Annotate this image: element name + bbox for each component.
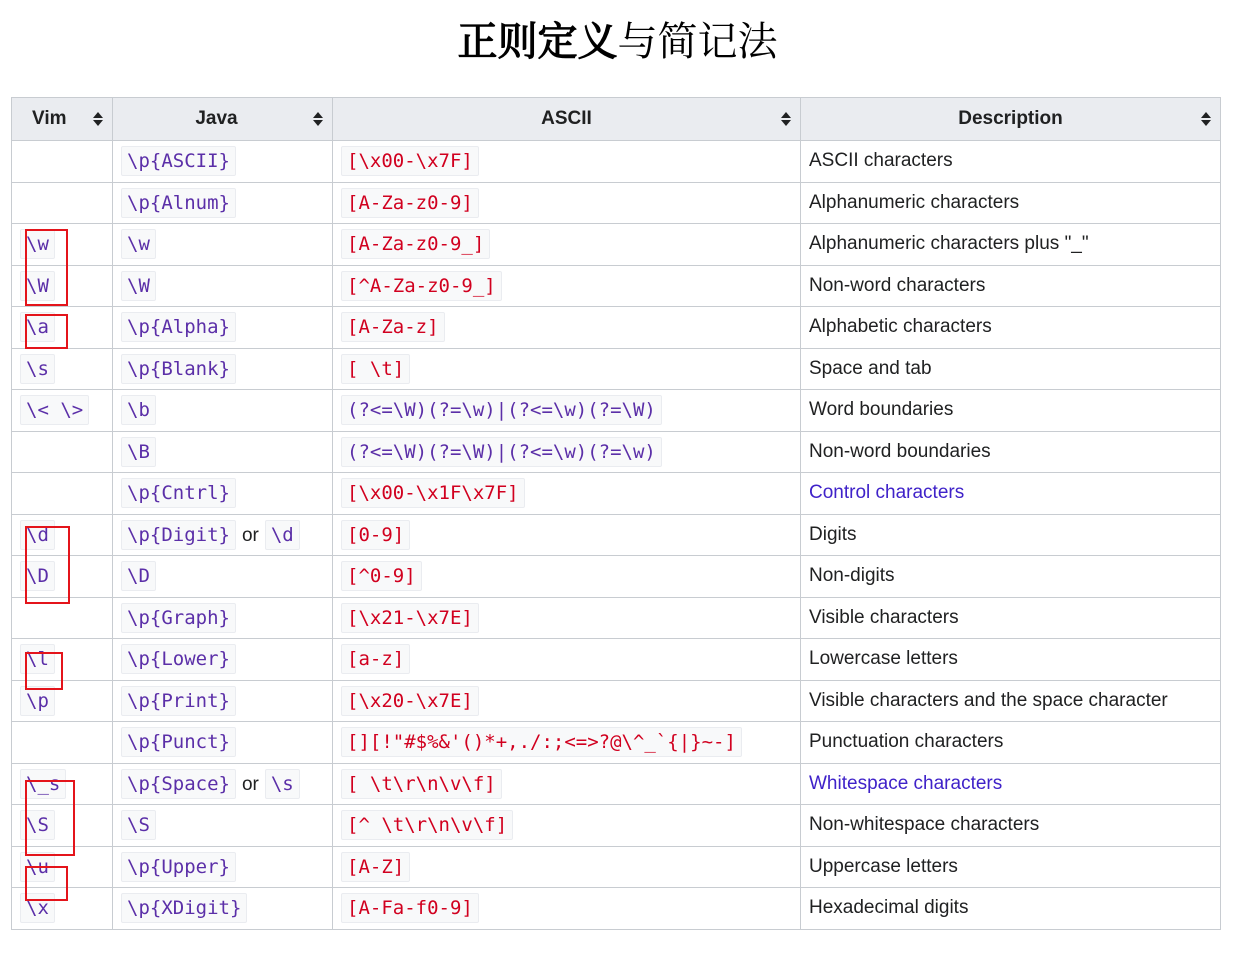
java-code: \p{Alnum}	[121, 188, 236, 218]
cell-vim	[12, 888, 113, 930]
cell-description	[801, 514, 1221, 556]
ascii-code: [A-Fa-f0-9]	[341, 893, 479, 923]
vim-code: \_s	[20, 769, 66, 799]
table-body	[12, 141, 1221, 930]
table-row	[12, 265, 1221, 307]
table-row	[12, 763, 1221, 805]
java-code: \S	[121, 810, 156, 840]
java-code: \p{Digit}	[121, 520, 236, 550]
vim-code: \< \>	[20, 395, 89, 425]
cell-vim	[12, 348, 113, 390]
ascii-code: [A-Za-z0-9]	[341, 188, 479, 218]
cell-ascii	[333, 431, 801, 473]
vim-code: \d	[20, 520, 55, 550]
cell-description	[801, 722, 1221, 764]
description-text: Non-whitespace characters	[809, 814, 1040, 836]
cell-java	[113, 224, 333, 266]
cell-description	[801, 597, 1221, 639]
regex-shorthand-table	[11, 97, 1221, 930]
cell-vim	[12, 265, 113, 307]
description-text: Punctuation characters	[809, 731, 1004, 753]
cell-ascii	[333, 514, 801, 556]
description-text: Non-word characters	[809, 274, 986, 296]
ascii-code: [\x00-\x1F\x7F]	[341, 478, 525, 508]
cell-description	[801, 224, 1221, 266]
table-row	[12, 680, 1221, 722]
sort-icon[interactable]	[781, 112, 791, 126]
table-row	[12, 888, 1221, 930]
cell-vim	[12, 514, 113, 556]
cell-java	[113, 514, 333, 556]
ascii-code: [0-9]	[341, 520, 410, 550]
cell-vim	[12, 431, 113, 473]
ascii-code: (?<=\W)(?=\w)|(?<=\w)(?=\W)	[341, 395, 662, 425]
table-row	[12, 307, 1221, 349]
vim-code: \W	[20, 271, 55, 301]
description-text: Space and tab	[809, 357, 932, 379]
cell-vim	[12, 846, 113, 888]
description-text: Hexadecimal digits	[809, 897, 969, 919]
vim-code: \u	[20, 852, 55, 882]
java-code: \p{Alpha}	[121, 312, 236, 342]
table-row	[12, 846, 1221, 888]
java-code: \p{Punct}	[121, 727, 236, 757]
cell-description	[801, 182, 1221, 224]
cell-ascii	[333, 265, 801, 307]
cell-description	[801, 390, 1221, 432]
cell-vim	[12, 473, 113, 515]
cell-java	[113, 141, 333, 183]
header-description-label: Description	[958, 108, 1063, 129]
java-code: \p{Lower}	[121, 644, 236, 674]
cell-java	[113, 473, 333, 515]
ascii-code: [^ \t\r\n\v\f]	[341, 810, 513, 840]
description-text: Digits	[809, 523, 857, 545]
java-code: \p{ASCII}	[121, 146, 236, 176]
description-text: Non-word boundaries	[809, 440, 991, 462]
sort-icon[interactable]	[1201, 112, 1211, 126]
cell-java	[113, 265, 333, 307]
java-code: \W	[121, 271, 156, 301]
table-row	[12, 805, 1221, 847]
cell-ascii	[333, 307, 801, 349]
ascii-code: [ \t\r\n\v\f]	[341, 769, 502, 799]
description-link[interactable]: Whitespace characters	[809, 772, 1003, 794]
table-row	[12, 514, 1221, 556]
cell-description	[801, 431, 1221, 473]
cell-ascii	[333, 888, 801, 930]
vim-code: \l	[20, 644, 55, 674]
cell-vim	[12, 639, 113, 681]
java-code: \p{Upper}	[121, 852, 236, 882]
table-row	[12, 639, 1221, 681]
cell-java	[113, 597, 333, 639]
java-code: \b	[121, 395, 156, 425]
cell-vim	[12, 763, 113, 805]
description-text: Non-digits	[809, 565, 895, 587]
ascii-code: [^A-Za-z0-9_]	[341, 271, 502, 301]
table-row	[12, 348, 1221, 390]
cell-java	[113, 680, 333, 722]
cell-ascii	[333, 846, 801, 888]
page-title	[0, 14, 1235, 70]
cell-description	[801, 141, 1221, 183]
table-row	[12, 224, 1221, 266]
ascii-code: (?<=\W)(?=\W)|(?<=\w)(?=\w)	[341, 437, 662, 467]
cell-description	[801, 639, 1221, 681]
cell-ascii	[333, 680, 801, 722]
cell-ascii	[333, 348, 801, 390]
cell-ascii	[333, 763, 801, 805]
cell-vim	[12, 680, 113, 722]
description-text: Visible characters	[809, 606, 959, 628]
header-vim[interactable]	[12, 98, 113, 141]
description-text: ASCII characters	[809, 150, 953, 172]
cell-vim	[12, 597, 113, 639]
cell-java	[113, 431, 333, 473]
java-code: \w	[121, 229, 156, 259]
java-code: \p{XDigit}	[121, 893, 247, 923]
cell-java	[113, 182, 333, 224]
vim-code: \D	[20, 561, 55, 591]
table-row	[12, 431, 1221, 473]
cell-java	[113, 556, 333, 598]
cell-java	[113, 348, 333, 390]
table-row	[12, 182, 1221, 224]
cell-description	[801, 556, 1221, 598]
cell-vim	[12, 224, 113, 266]
vim-code: \a	[20, 312, 55, 342]
description-text: Visible characters and the space character	[809, 689, 1168, 711]
cell-java	[113, 888, 333, 930]
header-java-label: Java	[195, 108, 238, 129]
ascii-code: [\x00-\x7F]	[341, 146, 479, 176]
cell-java	[113, 639, 333, 681]
vim-code: \w	[20, 229, 55, 259]
cell-description	[801, 473, 1221, 515]
cell-java	[113, 390, 333, 432]
cell-java	[113, 805, 333, 847]
table-row	[12, 556, 1221, 598]
cell-vim	[12, 805, 113, 847]
java-code: \p{Blank}	[121, 354, 236, 384]
cell-ascii	[333, 473, 801, 515]
description-text: Uppercase letters	[809, 855, 958, 877]
vim-code: \p	[20, 686, 55, 716]
cell-vim	[12, 141, 113, 183]
header-java[interactable]	[113, 98, 333, 141]
ascii-code: [^0-9]	[341, 561, 422, 591]
cell-ascii	[333, 390, 801, 432]
cell-ascii	[333, 805, 801, 847]
sort-icon[interactable]	[313, 112, 323, 126]
cell-ascii	[333, 597, 801, 639]
cell-ascii	[333, 722, 801, 764]
cell-java	[113, 763, 333, 805]
java-alt-code: \s	[265, 769, 300, 799]
ascii-code: [A-Za-z0-9_]	[341, 229, 490, 259]
table-row	[12, 722, 1221, 764]
ascii-code: [ \t]	[341, 354, 410, 384]
or-text: or	[241, 773, 259, 795]
header-ascii[interactable]	[333, 98, 801, 141]
cell-java	[113, 307, 333, 349]
ascii-code: [][!"#$%&'()*+,./:;<=>?@\^_`{|}~-]	[341, 727, 742, 757]
sort-icon[interactable]	[93, 112, 103, 126]
cell-description	[801, 888, 1221, 930]
cell-description	[801, 680, 1221, 722]
description-text: Alphanumeric characters	[809, 191, 1020, 213]
cell-vim	[12, 182, 113, 224]
java-code: \p{Graph}	[121, 603, 236, 633]
java-code: \p{Cntrl}	[121, 478, 236, 508]
or-text: or	[241, 524, 259, 546]
cell-java	[113, 846, 333, 888]
cell-description	[801, 348, 1221, 390]
cell-ascii	[333, 639, 801, 681]
java-code: \p{Space}	[121, 769, 236, 799]
cell-description	[801, 805, 1221, 847]
ascii-code: [A-Za-z]	[341, 312, 445, 342]
cell-vim	[12, 722, 113, 764]
description-link[interactable]: Control characters	[809, 482, 965, 504]
page-title-normal: 与简记法	[617, 19, 778, 65]
description-text: Alphanumeric characters plus "_"	[809, 233, 1089, 255]
description-text: Word boundaries	[809, 399, 954, 421]
description-text: Lowercase letters	[809, 648, 958, 670]
ascii-code: [A-Z]	[341, 852, 410, 882]
cell-vim	[12, 556, 113, 598]
vim-code: \S	[20, 810, 55, 840]
ascii-code: [a-z]	[341, 644, 410, 674]
cell-java	[113, 722, 333, 764]
java-code: \D	[121, 561, 156, 591]
ascii-code: [\x21-\x7E]	[341, 603, 479, 633]
table-row	[12, 141, 1221, 183]
page-title-bold: 正则定义	[457, 18, 618, 65]
cell-description	[801, 265, 1221, 307]
header-description[interactable]	[801, 98, 1221, 141]
cell-ascii	[333, 141, 801, 183]
table-row	[12, 390, 1221, 432]
description-text: Alphabetic characters	[809, 316, 992, 338]
cell-ascii	[333, 182, 801, 224]
table-row	[12, 597, 1221, 639]
cell-description	[801, 307, 1221, 349]
header-vim-label: Vim	[32, 108, 67, 129]
cell-description	[801, 846, 1221, 888]
table-row	[12, 473, 1221, 515]
header-row	[12, 98, 1221, 141]
java-code: \B	[121, 437, 156, 467]
cell-description	[801, 763, 1221, 805]
cell-ascii	[333, 556, 801, 598]
java-alt-code: \d	[265, 520, 300, 550]
header-ascii-label: ASCII	[541, 108, 592, 129]
vim-code: \x	[20, 893, 55, 923]
vim-code: \s	[20, 354, 55, 384]
java-code: \p{Print}	[121, 686, 236, 716]
cell-vim	[12, 390, 113, 432]
cell-ascii	[333, 224, 801, 266]
ascii-code: [\x20-\x7E]	[341, 686, 479, 716]
cell-vim	[12, 307, 113, 349]
